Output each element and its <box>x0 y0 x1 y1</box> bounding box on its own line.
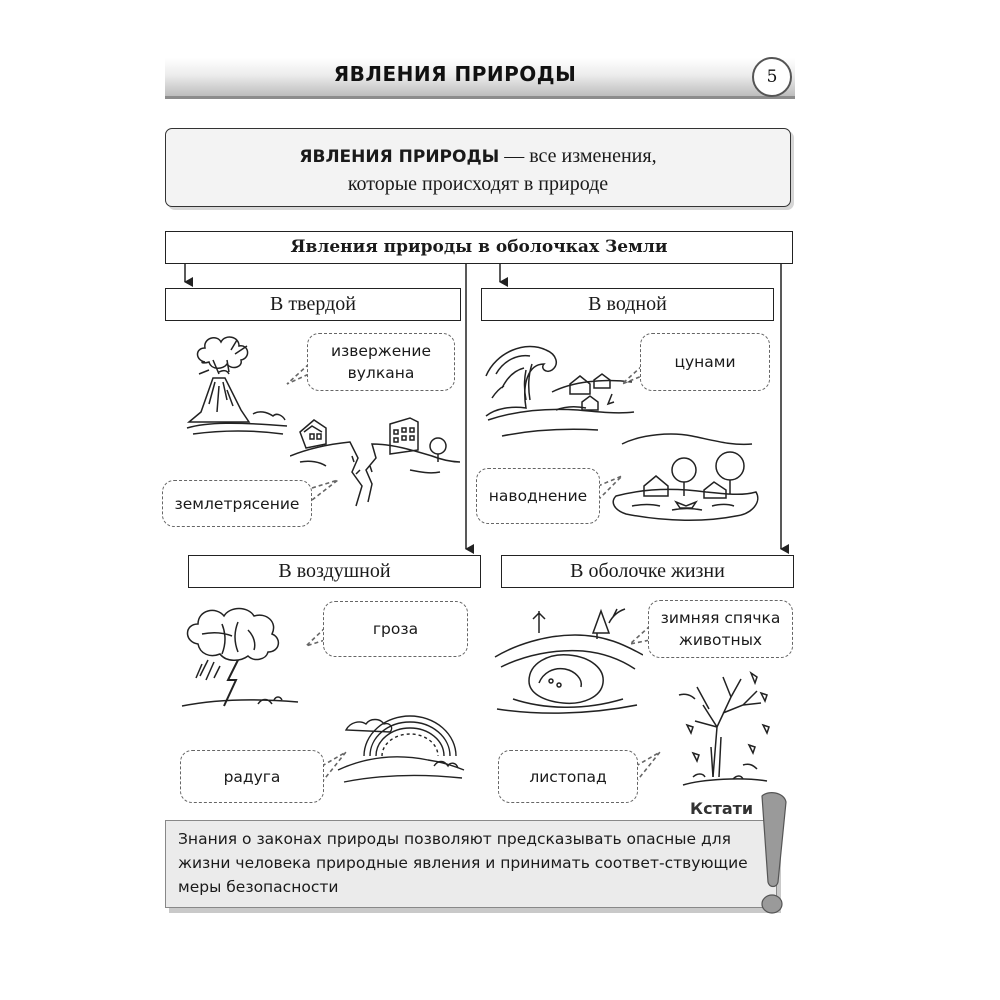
pointer-rainbow <box>322 752 346 782</box>
pointer-leaffall <box>636 752 660 782</box>
label-tsunami <box>640 333 770 391</box>
definition-text-1: — все изменения, <box>499 145 657 167</box>
sphere-solid-box: В твердой <box>165 288 461 321</box>
label-hibernation <box>648 600 793 658</box>
note-text: Знания о законах природы позволяют предсказывать опасные для жизни человека природные явления и принимать соответ-ствующие меры безопасности <box>178 830 748 896</box>
label-rainbow-text: радуга <box>223 767 281 786</box>
exclamation-icon <box>748 790 793 924</box>
label-storm-text: гроза <box>372 620 419 638</box>
sphere-water-box: В водной <box>481 288 774 321</box>
page-title: ЯВЛЕНИЯ ПРИРОДЫ <box>333 62 577 86</box>
definition-text-2: которые происходят в природе <box>347 173 609 195</box>
pointer-earthquake <box>312 480 338 500</box>
label-earthquake-text: землетрясение <box>174 494 300 513</box>
label-rainbow <box>180 750 324 803</box>
page-number: 5 <box>752 57 792 97</box>
label-hibernation-text: зимняя спячка животных <box>660 609 781 649</box>
label-storm <box>323 601 468 657</box>
label-eruption-text: извержение вулкана <box>330 342 432 382</box>
label-leaf-fall-text: листопад <box>529 767 607 786</box>
label-tsunami-text: цунами <box>674 353 736 371</box>
sphere-life-box: В оболочке жизни <box>501 555 794 588</box>
label-eruption <box>307 333 455 391</box>
note-box <box>165 820 777 908</box>
label-flood-text: наводнение <box>488 487 588 505</box>
pointer-eruption <box>287 364 309 384</box>
main-heading: Явления природы в оболочках Земли <box>165 231 793 264</box>
label-leaf-fall <box>498 750 638 803</box>
definition-term: ЯВЛЕНИЯ ПРИРОДЫ <box>299 147 500 167</box>
note-label: Кстати <box>690 799 754 818</box>
pointer-tsunami <box>622 366 642 384</box>
sphere-air-box: В воздушной <box>188 555 481 588</box>
label-flood <box>476 468 600 524</box>
pointer-hibernation <box>630 626 650 644</box>
label-earthquake <box>162 480 312 527</box>
pointer-flood <box>598 476 622 500</box>
